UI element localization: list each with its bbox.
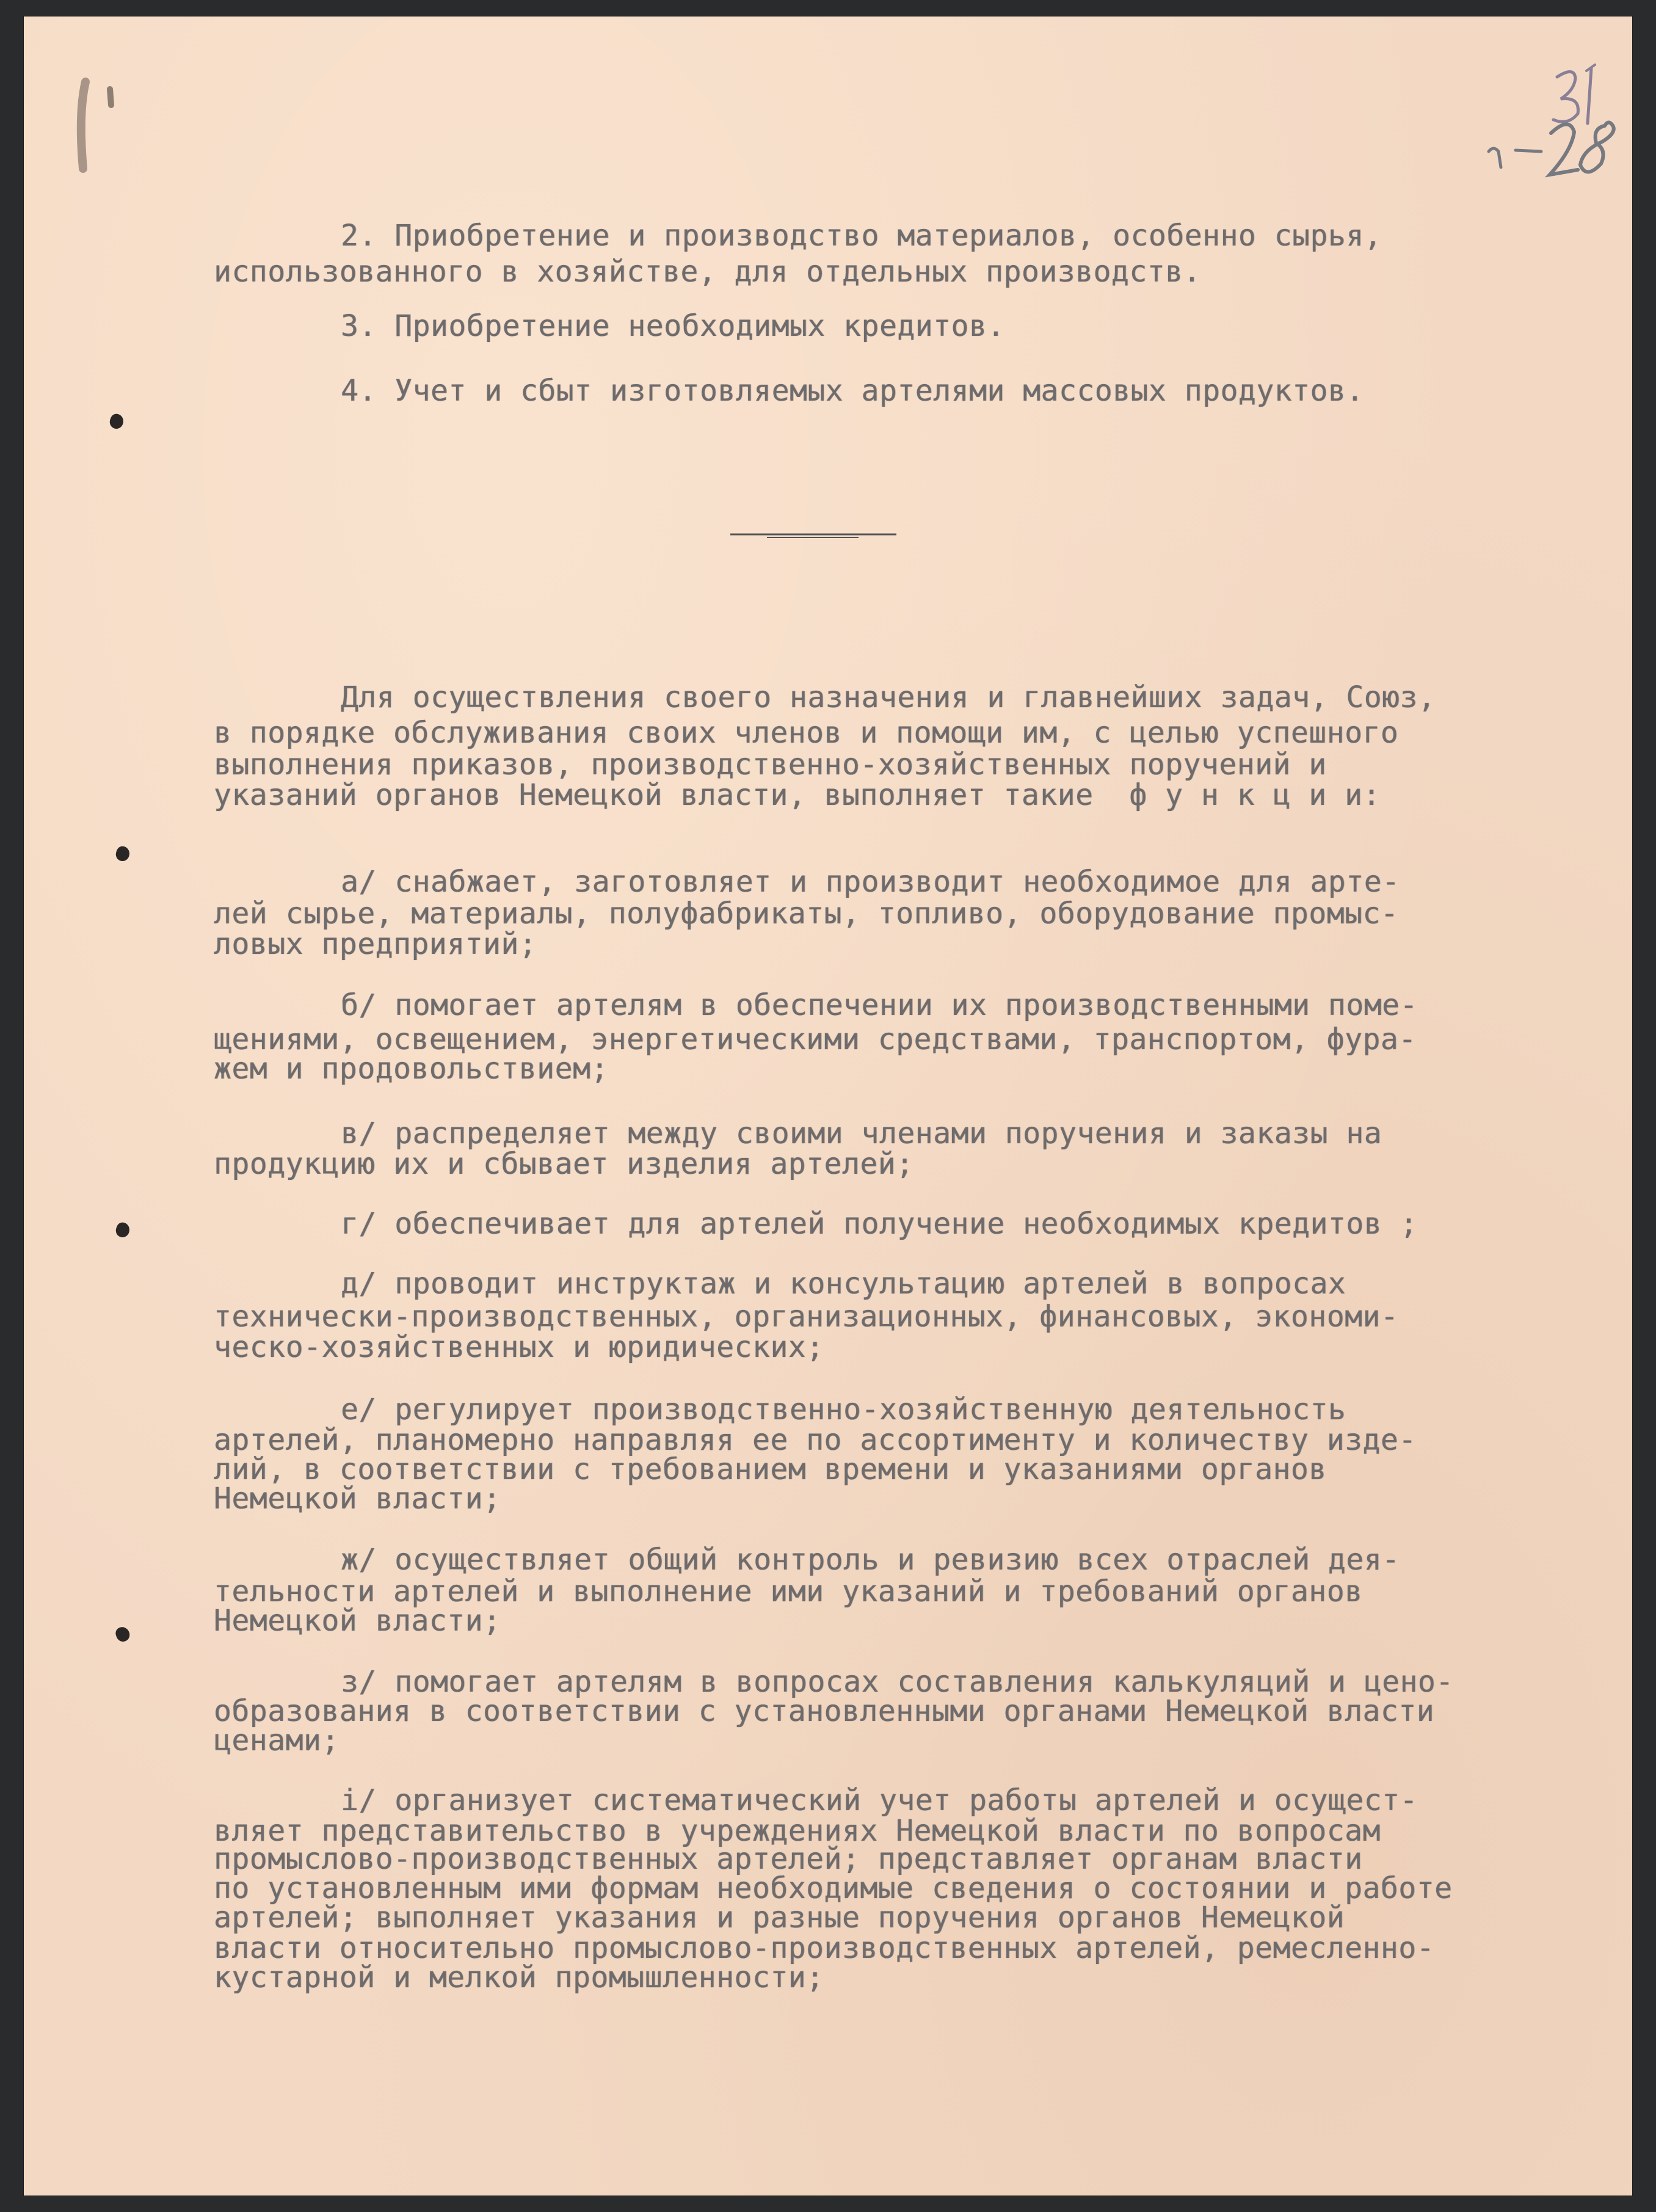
intro-line-3: выполнения приказов, производственно-хозяйственных поручений и [214, 748, 1327, 782]
function-i-line-2: вляет представительство в учреждениях Немецкой власти по вопросам [214, 1814, 1381, 1848]
function-zh-line-1: ж/ осуществляет общий контроль и ревизию всех отраслей дея- [341, 1543, 1400, 1577]
function-b-line-2: щениями, освещением, энергетическими средствами, транспортом, фура- [214, 1022, 1417, 1057]
function-e-line-1: е/ регулирует производственно-хозяйственную деятельность [341, 1392, 1346, 1427]
intro-line-2: в порядке обслуживания своих членов и помощи им, с целью успешного [214, 716, 1399, 750]
item-4: 4. Учет и сбыт изготовляемых артелями массовых продуктов. [341, 374, 1364, 408]
function-e-line-2: артелей, планомерно направляя ее по ассортименту и количеству изде- [214, 1423, 1417, 1457]
item-3: 3. Приобретение необходимых кредитов. [341, 309, 1005, 343]
function-zh-line-3: Немецкой власти; [214, 1604, 501, 1638]
function-b-line-3: жем и продовольствием; [214, 1052, 609, 1086]
function-d-line-2: технически-производственных, организационных, финансовых, экономи- [214, 1300, 1399, 1334]
function-v-line-1: в/ распределяет между своими членами поручения и заказы на [341, 1116, 1382, 1151]
folio-number [1483, 60, 1641, 182]
item-2-line-1: 2. Приобретение и производство материалов, особенно сырья, [341, 219, 1382, 253]
binding-mark [74, 77, 123, 175]
function-i-line-7: кустарной и мелкой промышленности; [214, 1960, 824, 1995]
punch-hole [114, 1221, 131, 1239]
punch-hole [114, 1625, 132, 1643]
function-i-line-5: артелей; выполняет указания и разные поручения органов Немецкой [214, 1901, 1345, 1935]
function-a-line-2: лей сырье, материалы, полуфабрикаты, топливо, оборудование промыс- [214, 897, 1399, 931]
function-z-line-2: образования в соответствии с установленными органами Немецкой власти [214, 1694, 1435, 1728]
document-page [23, 16, 1633, 2196]
function-e-line-4: Немецкой власти; [214, 1482, 501, 1516]
function-b-line-1: б/ помогает артелям в обеспечении их производственными поме- [341, 988, 1418, 1022]
function-d-line-1: д/ проводит инструктаж и консультацию артелей в вопросах [341, 1267, 1346, 1301]
function-i-line-4: по установленным ими формам необходимые сведения о состоянии и работе [214, 1871, 1453, 1905]
item-2-line-2: использованного в хозяйстве, для отдельных производств. [214, 255, 1201, 289]
function-a-line-1: а/ снабжает, заготовляет и производит необходимое для арте- [341, 865, 1400, 899]
punch-hole [108, 412, 125, 431]
function-z-line-3: ценами; [214, 1723, 340, 1758]
function-zh-line-2: тельности артелей и выполнение ими указаний и требований органов [214, 1574, 1363, 1609]
function-d-line-3: ческо-хозяйственных и юридических; [214, 1330, 824, 1364]
section-divider [730, 532, 896, 540]
function-g-line-1: г/ обеспечивает для артелей получение необходимых кредитов ; [341, 1207, 1418, 1241]
intro-line-1: Для осуществления своего назначения и главнейших задач, Союз, [341, 680, 1436, 715]
function-i-line-3: промыслово-производственных артелей; представляет органам власти [214, 1842, 1363, 1876]
function-a-line-3: ловых предприятий; [214, 927, 537, 961]
intro-line-4: указаний органов Немецкой власти, выполняет такие ф у н к ц и и: [214, 778, 1381, 812]
function-e-line-3: лий, в соответствии с требованием времени и указаниями органов [214, 1452, 1327, 1486]
punch-hole [114, 845, 131, 863]
function-i-line-6: власти относительно промыслово-производственных артелей, ремесленно- [214, 1931, 1435, 1965]
function-z-line-1: з/ помогает артелям в вопросах составления калькуляций и цено- [341, 1665, 1454, 1699]
function-v-line-2: продукцию их и сбывает изделия артелей; [214, 1147, 914, 1181]
function-i-line-1: і/ организует систематический учет работы артелей и осущест- [341, 1783, 1418, 1817]
